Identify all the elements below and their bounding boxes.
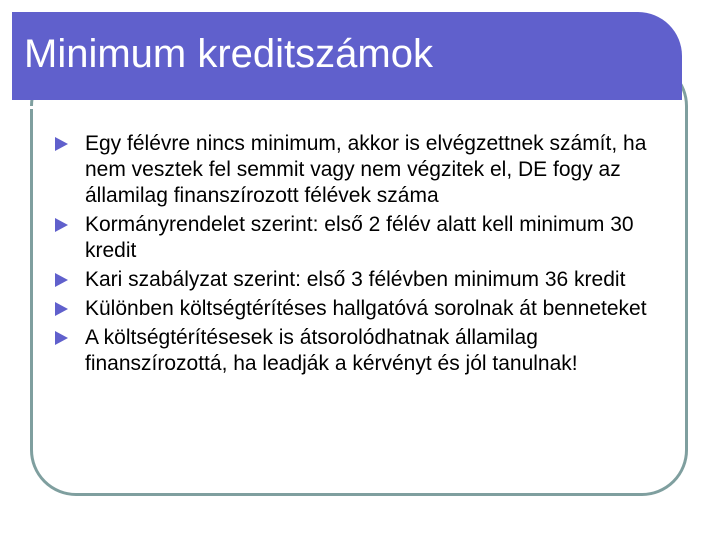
bullet-item — [54, 267, 674, 293]
bullet-list — [54, 131, 674, 380]
bullet-item — [54, 212, 674, 264]
bullet-text: Kormányrendelet szerint: első 2 félév alatt kell minimum 30 kredit — [85, 213, 634, 262]
title-underline — [24, 106, 656, 109]
bullet-item — [54, 131, 674, 209]
bullet-text: Egy félévre nincs minimum, akkor is elvégzettnek számít, ha nem vesztek fel semmit vagy nem végzitek el, DE fogy az államilag finanszírozott félévek száma — [85, 132, 647, 207]
bullet-text: Különben költségtérítéses hallgatóvá sorolnak át benneteket — [85, 297, 647, 320]
triangle-bullet-icon — [55, 273, 68, 287]
bullet-item — [54, 296, 674, 322]
triangle-bullet-icon — [55, 218, 68, 232]
bullet-text: A költségtérítésesek is átsorolódhatnak államilag finanszírozottá, ha leadják a kérvényt és jól tanulnak! — [85, 326, 578, 375]
title-bar — [12, 12, 682, 100]
slide-title: Minimum kreditszámok — [24, 32, 433, 76]
triangle-bullet-icon — [55, 331, 68, 345]
bullet-text: Kari szabályzat szerint: első 3 félévben minimum 36 kredit — [85, 268, 626, 291]
bullet-item — [54, 325, 674, 377]
triangle-bullet-icon — [55, 302, 68, 316]
triangle-bullet-icon — [55, 137, 68, 151]
